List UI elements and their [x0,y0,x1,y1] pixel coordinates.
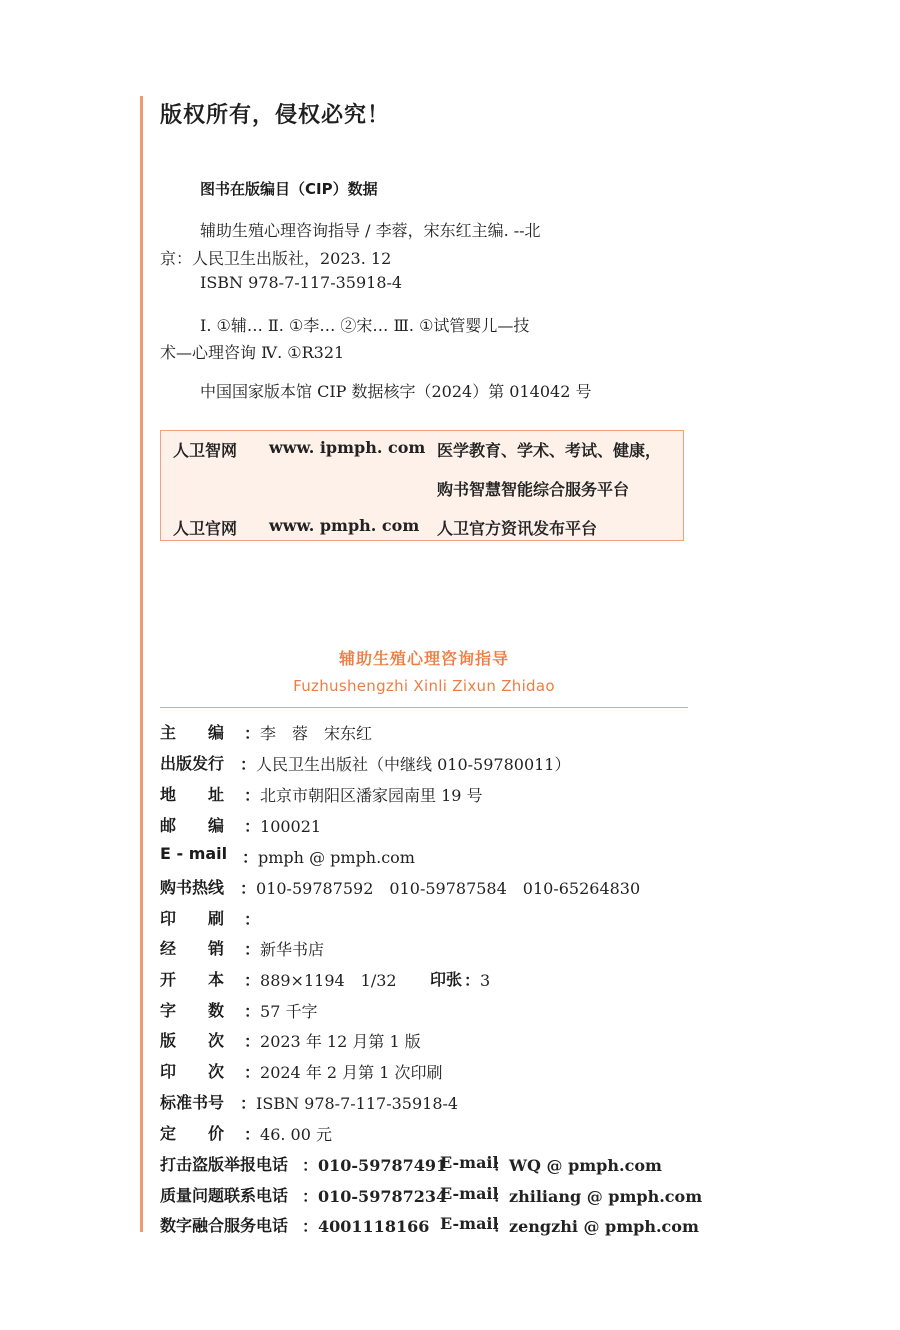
field-label: 购书热线 [160,878,225,897]
field-value: ：010-59787592 010-59787584 010-65264830 [240,879,641,898]
copyright-notice: 版权所有，侵权必究！ [160,103,391,128]
field-label: E - mail [160,844,228,863]
field-label: 地 址 [160,785,225,804]
field-value: ：ISBN 978-7-117-35918-4 [240,1094,459,1113]
field-value: ：2023 年 12 月第 1 版 [244,1032,421,1051]
site-description: 购书智慧智能综合服务平台 [437,480,630,499]
field-value: ：57 千字 [244,1002,318,1021]
field-value: ：李 蓉 宋东红 [244,724,373,743]
cip-heading: 图书在版编目（CIP）数据 [200,180,378,198]
field-label: 质量问题联系电话 [160,1186,289,1205]
cip-line: 京：人民卫生出版社，2023. 12 [160,249,392,268]
cip-line: 中国国家版本馆 CIP 数据核字（2024）第 014042 号 [200,382,592,401]
cip-line: Ⅰ. ①辅… Ⅱ. ①李… ②宋… Ⅲ. ①试管婴儿—技 [200,316,530,335]
field-label: 印 刷 [160,909,225,928]
field-value: ：4001118166 [302,1217,430,1236]
field-value: ：zengzhi @ pmph.com [493,1217,699,1236]
site-url[interactable]: www. pmph. com [269,516,420,535]
cip-line: ISBN 978-7-117-35918-4 [200,273,403,292]
field-label: 打击盗版举报电话 [160,1155,289,1174]
site-url[interactable]: www. ipmph. com [269,438,426,457]
email-label: E-mail [440,1153,499,1172]
field-label: 出版发行 [160,754,225,773]
field-value: ：zhiliang @ pmph.com [493,1187,703,1206]
cip-line: 术—心理咨询 Ⅳ. ①R321 [160,343,345,362]
email-label: E-mail [440,1184,499,1203]
field-label: 邮 编 [160,816,225,835]
site-name: 人卫智网 [173,441,238,460]
field-value: ：3 [464,971,491,990]
left-accent-rule [140,96,143,1232]
field-label: 定 价 [160,1124,225,1143]
field-label: 印张 [430,970,463,989]
field-label: 开 本 [160,970,225,989]
field-label: 主 编 [160,723,225,742]
field-value: ： [244,910,261,929]
field-value: ：pmph @ pmph.com [242,848,415,867]
field-label: 版 次 [160,1031,225,1050]
book-title-pinyin: Fuzhushengzhi Xinli Zixun Zhidao [293,677,555,695]
field-value: ：46. 00 元 [244,1125,332,1144]
cip-line: 辅助生殖心理咨询指导 / 李蓉，宋东红主编. --北 [200,221,541,240]
field-label: 字 数 [160,1001,225,1020]
field-value: ：WQ @ pmph.com [493,1156,662,1175]
site-description: 人卫官方资讯发布平台 [437,519,598,538]
field-value: ：010-59787234 [302,1187,448,1206]
field-label: 经 销 [160,939,225,958]
field-value: ：010-59787491 [302,1156,448,1175]
book-title-chinese: 辅助生殖心理咨询指导 [338,649,509,668]
title-divider [160,707,688,708]
field-value: ：2024 年 2 月第 1 次印刷 [244,1063,443,1082]
website-info-box [160,430,684,541]
field-value: ：人民卫生出版社（中继线 010-59780011） [240,755,571,774]
field-value: ：北京市朝阳区潘家园南里 19 号 [244,786,483,805]
email-label: E-mail [440,1214,499,1233]
field-value: ：889×1194 1/32 [244,971,397,990]
field-label: 数字融合服务电话 [160,1216,289,1235]
field-value: ：100021 [244,817,322,836]
site-description: 医学教育、学术、考试、健康， [437,441,662,460]
field-label: 印 次 [160,1062,225,1081]
site-name: 人卫官网 [173,519,238,538]
field-label: 标准书号 [160,1093,225,1112]
field-value: ：新华书店 [244,940,325,959]
